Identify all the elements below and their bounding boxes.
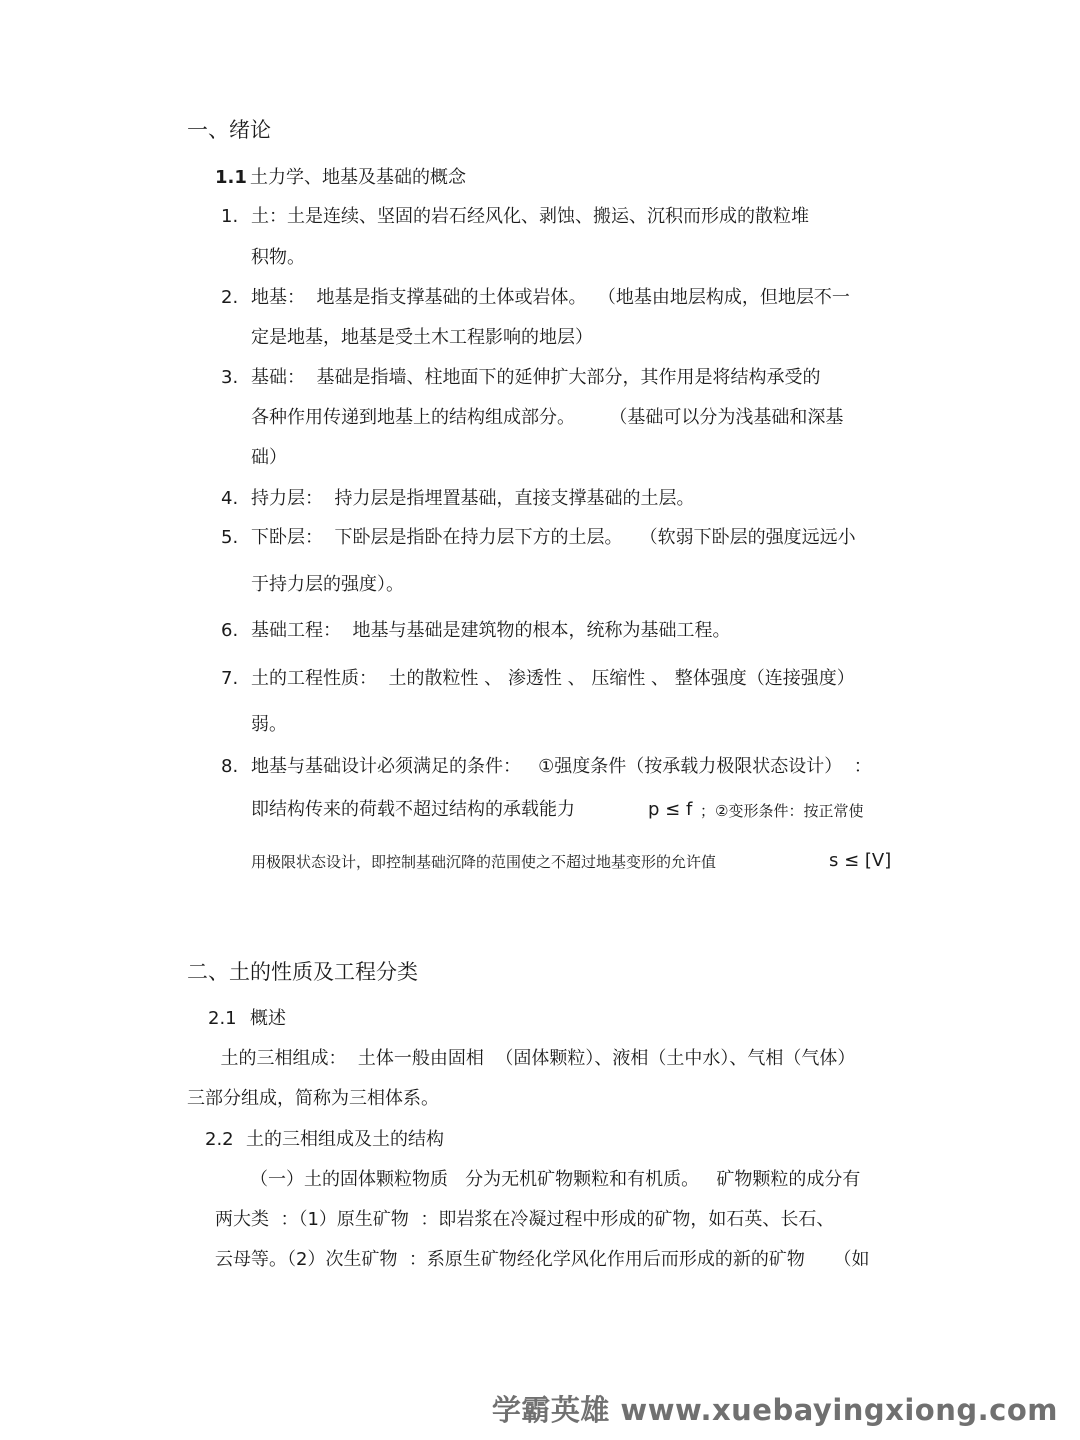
subsection-1-1-title: 土力学、地基及基础的概念 xyxy=(250,167,466,188)
list-item-number: 2. xyxy=(221,287,239,308)
subsection-2-1-number: 2.1 xyxy=(208,1008,237,1029)
paragraph-line: 云母等。（2）次生矿物 ：系原生矿物经化学风化作用后而形成的新的矿物 （如 xyxy=(215,1249,870,1270)
list-item-line: 地基与基础设计必须满足的条件： ①强度条件（按承载力极限状态设计） ： xyxy=(251,756,872,777)
section1-heading: 一、绪论 xyxy=(187,118,271,142)
list-item-number: 6. xyxy=(221,620,239,641)
paragraph-line: （一）土的固体颗粒物质 分为无机矿物颗粒和有机质。 矿物颗粒的成分有 xyxy=(250,1169,861,1190)
list-item-number: 3. xyxy=(221,367,239,388)
paragraph-line: 土的三相组成： 土体一般由固相 （固体颗粒）、液相（土中水）、气相（气体） xyxy=(209,1048,856,1069)
list-item-number: 7. xyxy=(221,668,239,689)
subsection-1-1-number: 1.1 xyxy=(215,167,247,188)
list-item-line: 即结构传来的荷载不超过结构的承载能力 xyxy=(251,799,575,820)
subsection-2-2-number: 2.2 xyxy=(205,1129,234,1150)
list-item-line: ；②变形条件：按正常使 xyxy=(700,802,864,820)
section2-heading: 二、土的性质及工程分类 xyxy=(187,960,418,984)
formula-strength: p ≤ f xyxy=(648,799,693,820)
list-item-line: 土：土是连续、坚固的岩石经风化、剥蚀、搬运、沉积而形成的散粒堆 xyxy=(251,206,809,227)
list-item-number: 1. xyxy=(221,206,239,227)
list-item-line: 土的工程性质： 土的散粒性 、 渗透性 、 压缩性 、 整体强度（连接强度） xyxy=(251,668,855,689)
list-item-line: 地基： 地基是指支撑基础的土体或岩体。 （地基由地层构成，但地层不一 xyxy=(251,287,850,308)
list-item-line: 积物。 xyxy=(251,247,305,268)
list-item-number: 8. xyxy=(221,756,239,777)
list-item-number: 4. xyxy=(221,488,239,509)
list-item-line: 基础工程： 地基与基础是建筑物的根本，统称为基础工程。 xyxy=(251,620,731,641)
list-item-line: 下卧层： 下卧层是指卧在持力层下方的土层。 （软弱下卧层的强度远远小 xyxy=(251,527,856,548)
list-item-line: 弱。 xyxy=(251,714,287,735)
watermark: 学霸英雄 www.xuebayingxiong.com xyxy=(491,1393,1058,1427)
list-item-line: 基础： 基础是指墙、柱地面下的延伸扩大部分，其作用是将结构承受的 xyxy=(251,367,821,388)
list-item-line: 各种作用传递到地基上的结构组成部分。 （基础可以分为浅基础和深基 xyxy=(251,407,844,428)
formula-deformation: s ≤ [V] xyxy=(829,850,892,871)
subsection-2-1-title: 概述 xyxy=(250,1008,286,1029)
list-item-line: 持力层： 持力层是指埋置基础，直接支撑基础的土层。 xyxy=(251,488,695,509)
list-item-number: 5. xyxy=(221,527,239,548)
list-item-line: 础） xyxy=(251,447,287,468)
list-item-line: 用极限状态设计，即控制基础沉降的范围使之不超过地基变形的允许值 xyxy=(251,853,717,871)
list-item-line: 定是地基，地基是受土木工程影响的地层） xyxy=(251,327,593,348)
subsection-2-2-title: 土的三相组成及土的结构 xyxy=(246,1129,444,1150)
paragraph-line: 三部分组成，简称为三相体系。 xyxy=(187,1088,439,1109)
paragraph-line: 两大类 ：（1）原生矿物 ：即岩浆在冷凝过程中形成的矿物，如石英、长石、 xyxy=(215,1209,835,1230)
list-item-line: 于持力层的强度）。 xyxy=(251,574,404,595)
